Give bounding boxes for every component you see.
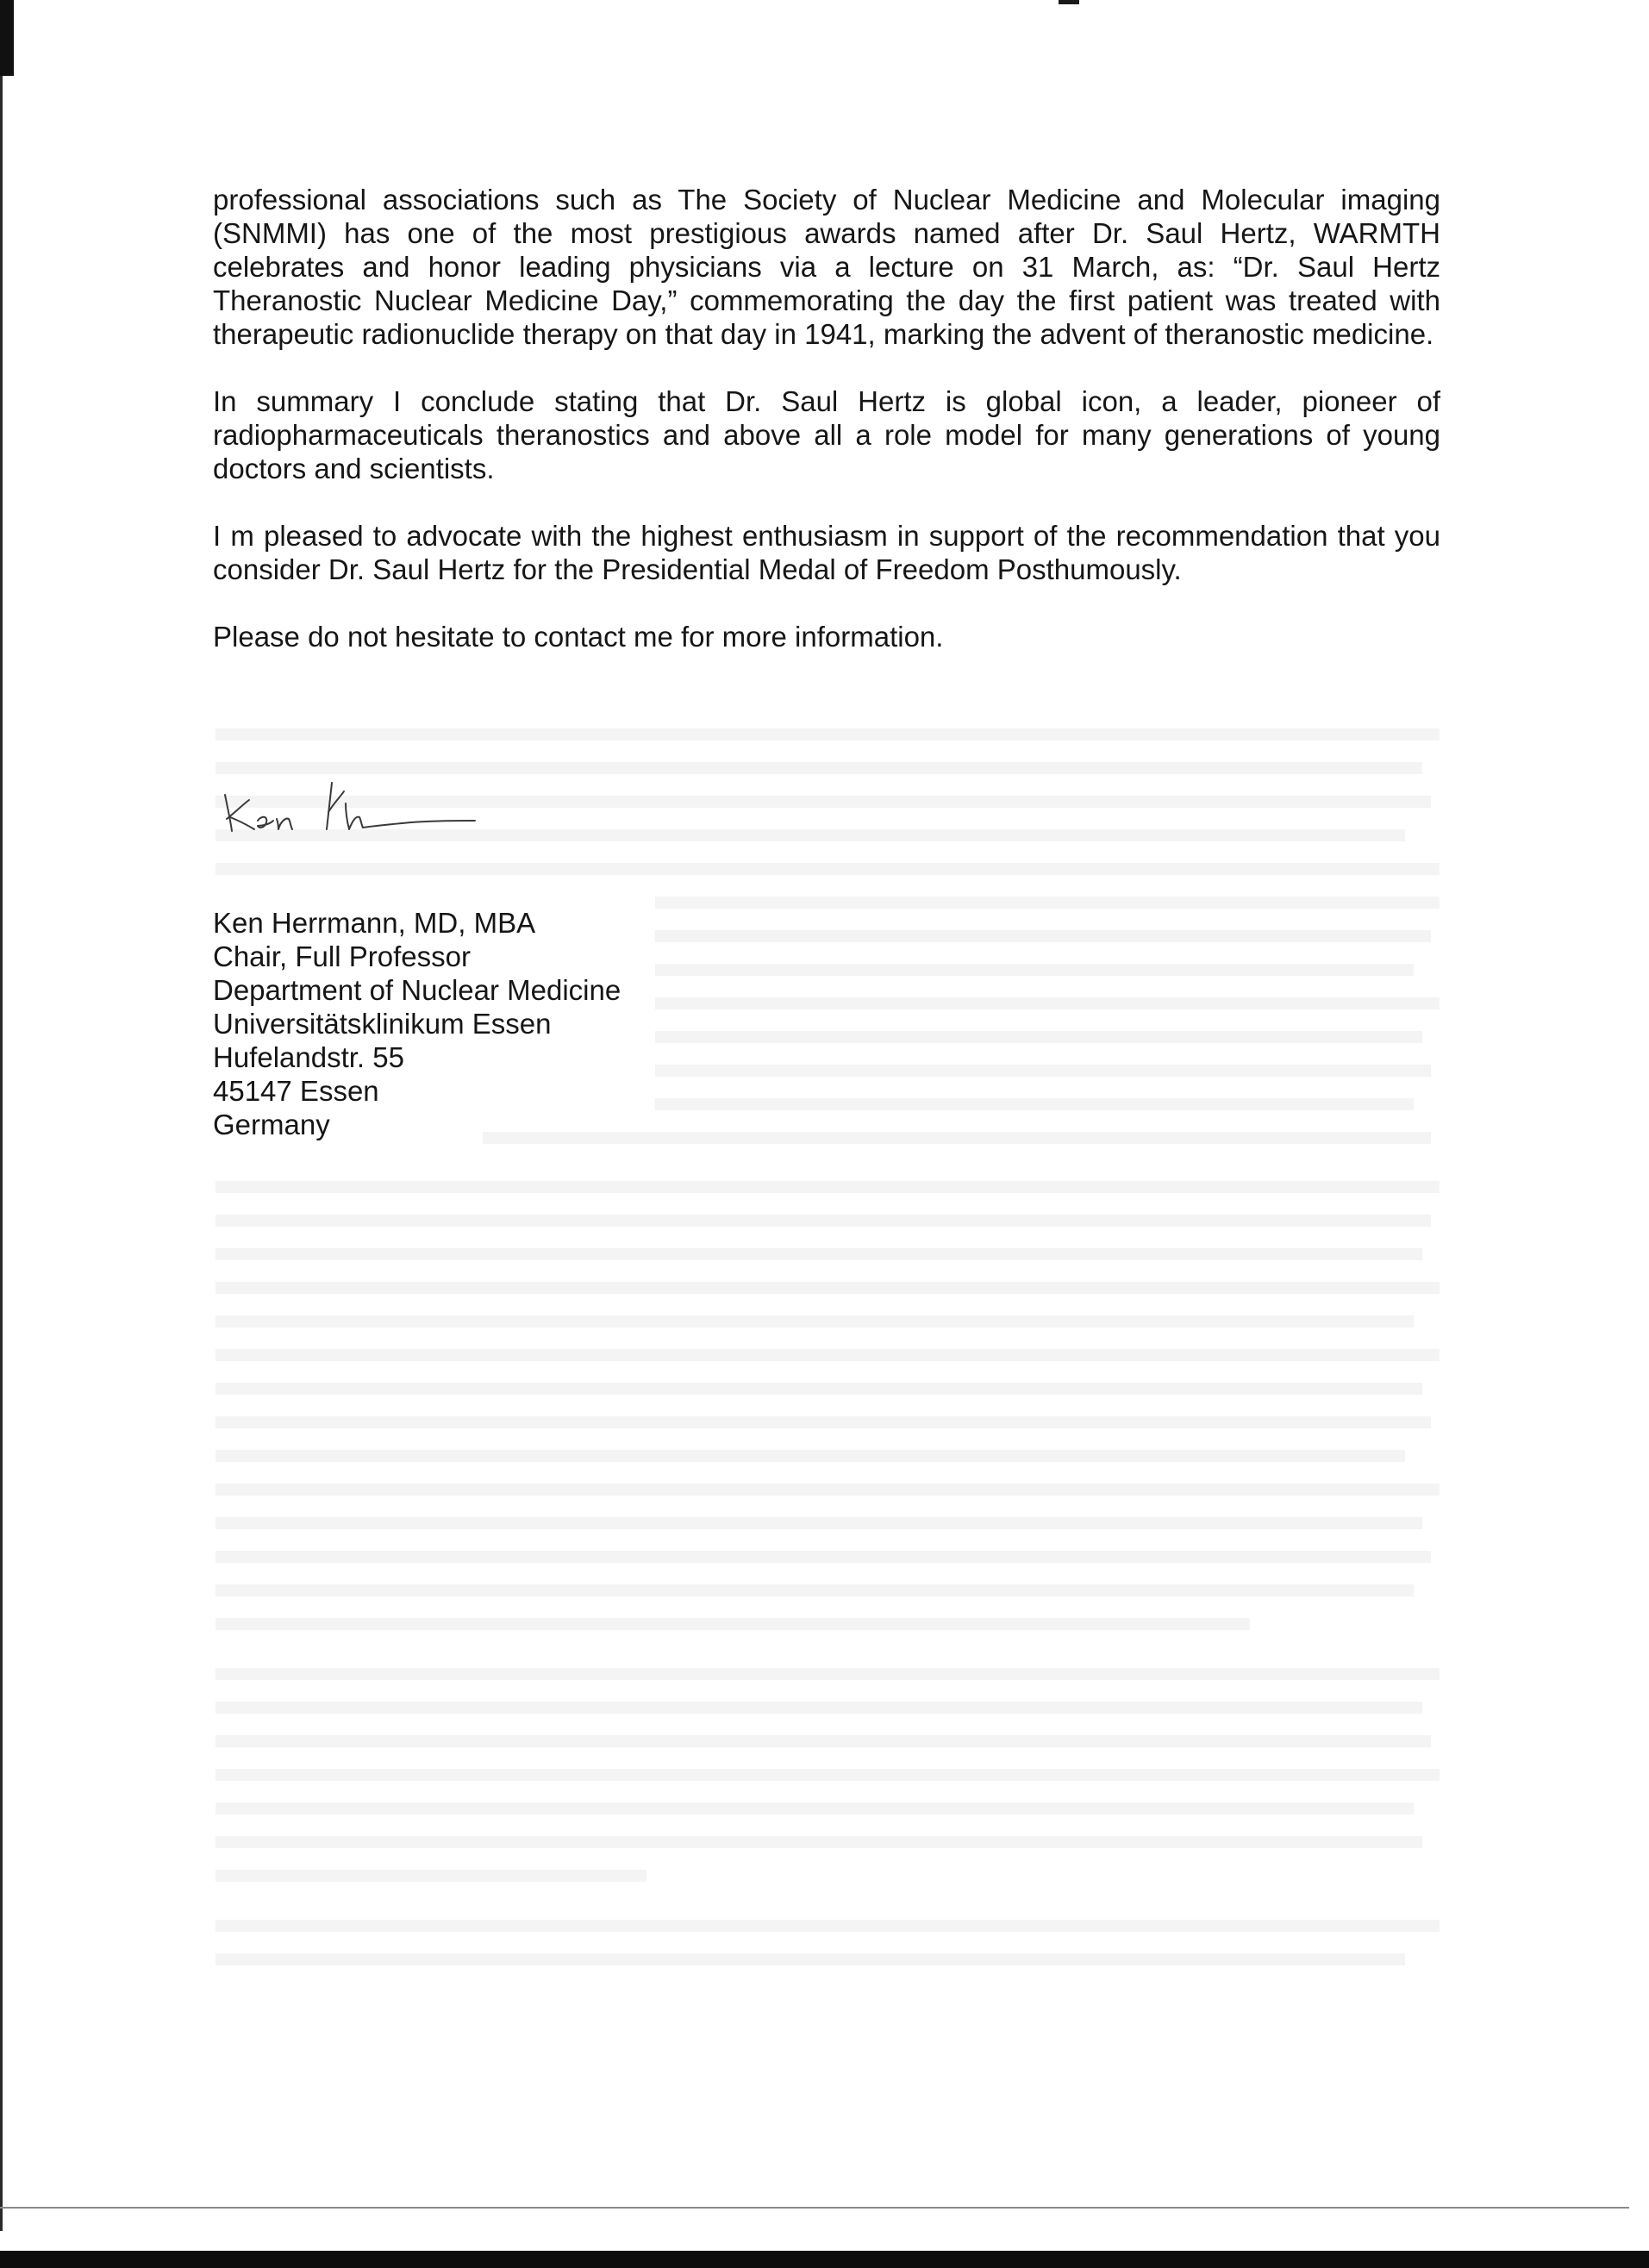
paragraph-contact: Please do not hesitate to contact me for more information. bbox=[213, 621, 944, 653]
letter-body bbox=[213, 183, 1440, 687]
scan-line-bottom bbox=[0, 2207, 1629, 2209]
scan-mark-top bbox=[1059, 0, 1079, 4]
paragraph-summary: In summary I conclude stating that Dr. Saul Hertz is global icon, a leader, pioneer of radiopharmaceuticals theranostics and above all a role model for many generations of young doctors and scientists. bbox=[213, 385, 1440, 484]
address-city: 45147 Essen bbox=[213, 1075, 379, 1107]
paragraph-awards: professional associations such as The Society of Nuclear Medicine and Molecular imaging (SNMMI) has one of the most prestigious awards named after Dr. Saul Hertz, WARMTH celebrates and honor leading physicians via a lecture on 31 March, as: “Dr. Saul Hertz Theranostic Nuclear Medicine Day,” commemorating the day the first patient was treated with therapeutic radionuclide therapy on that day in 1941, marking the advent of theranostic medicine. bbox=[213, 184, 1440, 350]
scan-edge-bottom bbox=[0, 2251, 1649, 2268]
signature-block bbox=[213, 906, 621, 1141]
address-country: Germany bbox=[213, 1109, 330, 1140]
signatory-department: Department of Nuclear Medicine bbox=[213, 974, 621, 1006]
signatory-title: Chair, Full Professor bbox=[213, 940, 471, 972]
handwritten-signature bbox=[220, 769, 478, 847]
paragraph-recommendation: I m pleased to advocate with the highest enthusiasm in support of the recommendation that you consider Dr. Saul Hertz for the Presidential Medal of Freedom Posthumously. bbox=[213, 520, 1440, 585]
scan-edge-left-thin bbox=[0, 76, 3, 2231]
signatory-name: Ken Herrmann, MD, MBA bbox=[213, 907, 536, 939]
scan-edge-left bbox=[0, 0, 14, 76]
address-street: Hufelandstr. 55 bbox=[213, 1041, 404, 1073]
signatory-institution: Universitätsklinikum Essen bbox=[213, 1008, 552, 1040]
